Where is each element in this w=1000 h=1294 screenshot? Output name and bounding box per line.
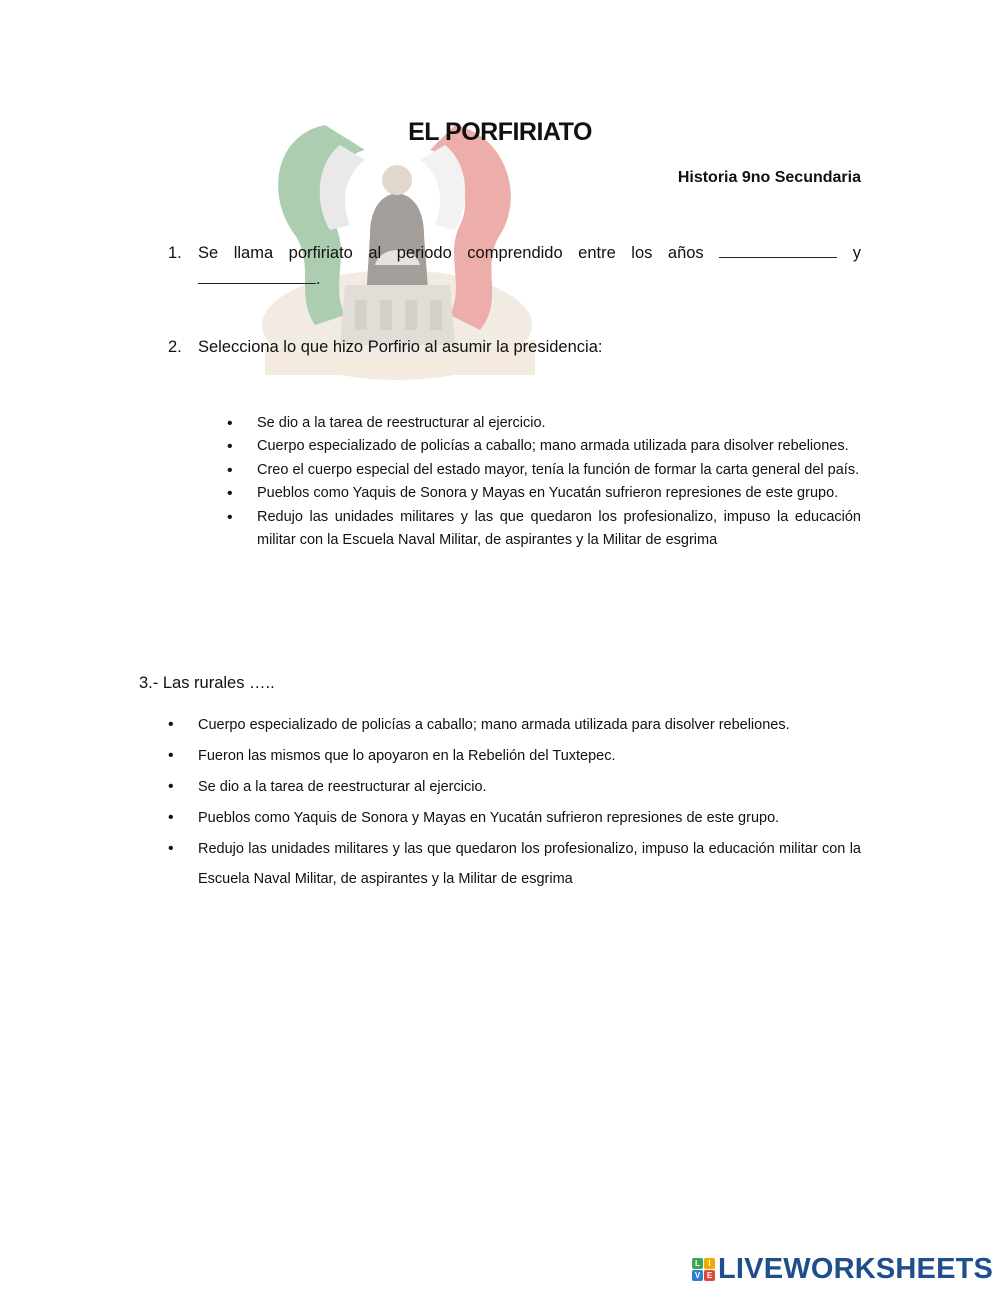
logo-letter-l: L — [692, 1258, 703, 1269]
question-1-line-2 — [198, 266, 861, 292]
question-1-connector: y — [852, 244, 861, 262]
question-3-options — [168, 710, 861, 895]
liveworksheets-logo — [692, 1253, 993, 1286]
logo-letter-i: I — [704, 1258, 715, 1269]
question-2 — [168, 338, 602, 357]
question-3-option-2[interactable]: • Fueron las mismos que lo apoyaron en la Rebelión del Tuxtepec. — [168, 741, 861, 771]
question-1-line-1 — [198, 240, 861, 266]
subject-label: Historia 9no Secundaria — [677, 169, 861, 186]
question-2-option-4[interactable]: • Pueblos como Yaquis de Sonora y Mayas en Yucatán sufrieron represiones de este grupo. — [227, 482, 861, 505]
question-3-option-1[interactable]: • Cuerpo especializado de policías a caballo; mano armada utilizada para disolver rebeliones. — [168, 710, 861, 740]
liveworksheets-logo-icon — [692, 1258, 715, 1281]
logo-letter-v: V — [692, 1270, 703, 1281]
question-2-option-5[interactable]: • Redujo las unidades militares y las que quedaron los profesionalizo, impuso la educación militar con la Escuela Naval Militar, de aspirantes y la Militar de esgrima — [227, 506, 861, 553]
page-title: EL PORFIRIATO — [408, 118, 592, 146]
question-1-end: . — [316, 270, 321, 288]
year-start-blank[interactable] — [719, 243, 837, 258]
year-end-blank[interactable] — [198, 269, 316, 284]
question-2-option-2[interactable]: • Cuerpo especializado de policías a caballo; mano armada utilizada para disolver rebeliones. — [227, 435, 861, 458]
question-3-option-5[interactable]: • Redujo las unidades militares y las que quedaron los profesionalizo, impuso la educación militar con la Escuela Naval Militar, de aspirantes y la Militar de esgrima — [168, 834, 861, 894]
question-1 — [168, 240, 861, 292]
logo-letter-e: E — [704, 1270, 715, 1281]
question-3-option-4[interactable]: • Pueblos como Yaquis de Sonora y Mayas en Yucatán sufrieron represiones de este grupo. — [168, 803, 861, 833]
question-1-text: Se llama porfiriato al periodo comprendido entre los años — [198, 244, 704, 262]
logo-text: LIVEWORKSHEETS — [718, 1253, 994, 1285]
question-2-option-3[interactable]: • Creo el cuerpo especial del estado mayor, tenía la función de formar la carta general del país. — [227, 459, 861, 482]
question-3-option-3[interactable]: • Se dio a la tarea de reestructurar al ejercicio. — [168, 772, 861, 802]
question-2-number: 2. — [168, 338, 182, 356]
question-2-text: Selecciona lo que hizo Porfirio al asumir la presidencia: — [198, 338, 603, 356]
question-1-number: 1. — [168, 244, 182, 262]
question-2-option-1[interactable]: • Se dio a la tarea de reestructurar al ejercicio. — [227, 412, 861, 435]
question-3-text: 3.- Las rurales ….. — [139, 674, 275, 692]
question-2-options — [227, 412, 861, 552]
